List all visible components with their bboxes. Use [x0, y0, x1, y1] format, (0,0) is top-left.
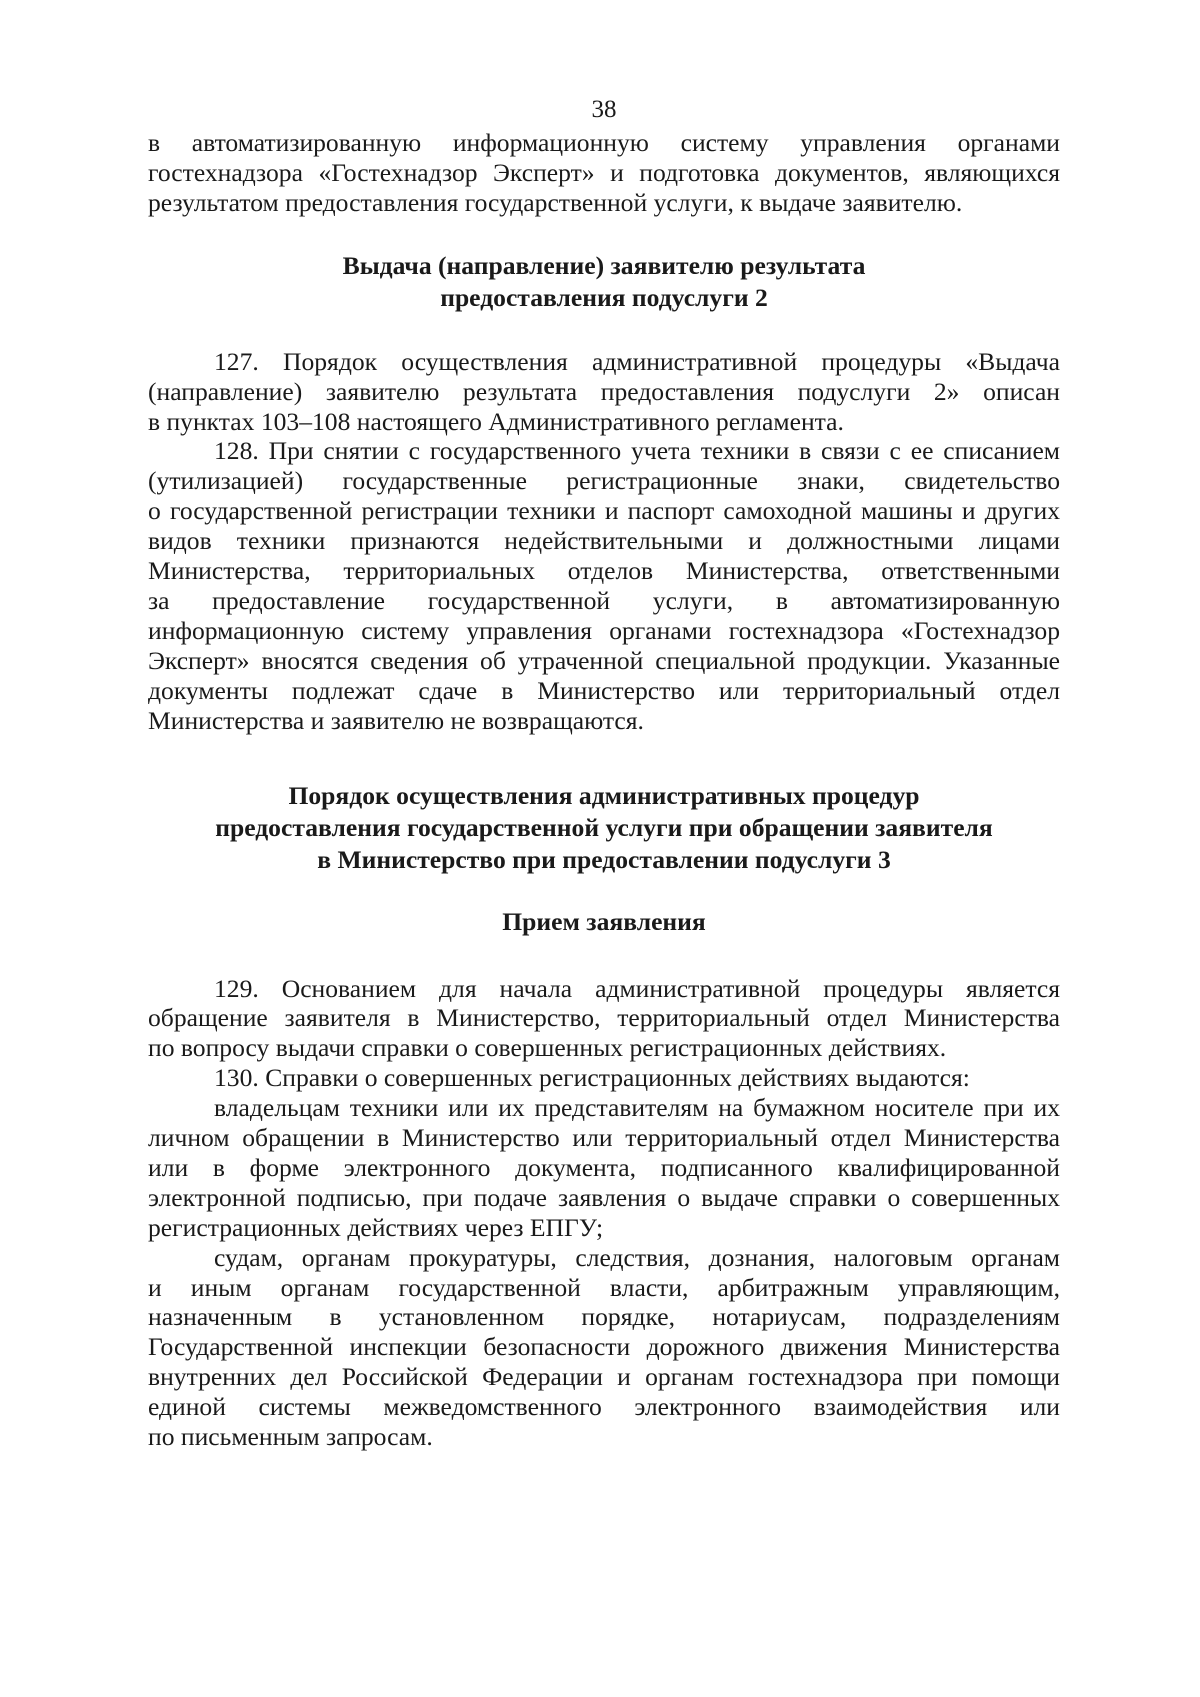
- paragraph-line: по письменным запросам.: [148, 1422, 433, 1452]
- section-heading-procedures: [148, 780, 1060, 876]
- paragraph-line: обращение заявителя в Министерство, территориальный отдел Министерства: [148, 1003, 1060, 1033]
- paragraph-line: владельцам техники или их представителям на бумажном носителе при их: [214, 1093, 1060, 1123]
- document-page: [148, 96, 1060, 1452]
- paragraph-line: судам, органам прокуратуры, следствия, дознания, налоговым органам: [214, 1242, 1060, 1272]
- paragraph-line: Министерства, территориальных отделов Министерства, ответственными: [148, 556, 1060, 586]
- paragraph-line: регистрационных действиях через ЕПГУ;: [148, 1212, 604, 1242]
- paragraph-line: информационную систему управления органами гостехнадзора «Гостехнадзор: [148, 615, 1060, 645]
- paragraph-line: или в форме электронного документа, подписанного квалифицированной: [148, 1152, 1060, 1182]
- page-number: 38: [591, 96, 617, 123]
- paragraph-line: в пунктах 103–108 настоящего Административного регламента.: [148, 406, 844, 436]
- heading-line: Выдача (направление) заявителю результата: [342, 250, 866, 280]
- paragraph-line: 127. Порядок осуществления административной процедуры «Выдача: [214, 346, 1060, 376]
- paragraph-line: за предоставление государственной услуги, в автоматизированную: [148, 585, 1060, 615]
- intro-paragraph: [148, 128, 1060, 218]
- paragraph-130-authorities: [148, 1243, 1060, 1452]
- paragraph-line: электронной подписью, при подаче заявления о выдаче справки о совершенных: [148, 1182, 1060, 1212]
- paragraph-129: [148, 974, 1060, 1064]
- paragraph-128: [148, 436, 1060, 735]
- paragraph-line: 130. Справки о совершенных регистрационных действиях выдаются:: [214, 1063, 970, 1093]
- paragraph-line: Эксперт» вносятся сведения об утраченной специальной продукции. Указанные: [148, 645, 1060, 675]
- paragraph-line: внутренних дел Российской Федерации и органам гостехнадзора при помощи: [148, 1362, 1060, 1392]
- paragraph-130: [148, 1063, 1060, 1093]
- paragraph-line: по вопросу выдачи справки о совершенных регистрационных действиях.: [148, 1033, 947, 1063]
- intro-line: результатом предоставления государственной услуги, к выдаче заявителю.: [148, 187, 963, 217]
- paragraph-127: [148, 347, 1060, 437]
- intro-line: гостехнадзора «Гостехнадзор Эксперт» и подготовка документов, являющихся: [148, 157, 1060, 187]
- paragraph-line: Министерства и заявителю не возвращаются.: [148, 705, 644, 735]
- paragraph-line: единой системы межведомственного электронного взаимодействия или: [148, 1392, 1060, 1422]
- paragraph-line: (направление) заявителю результата предоставления подуслуги 2» описан: [148, 376, 1060, 406]
- paragraph-130-owners: [148, 1093, 1060, 1243]
- paragraph-line: Государственной инспекции безопасности дорожного движения Министерства: [148, 1332, 1060, 1362]
- paragraph-line: личном обращении в Министерство или территориальный отдел Министерства: [148, 1123, 1060, 1153]
- heading-line: Порядок осуществления административных процедур: [288, 780, 920, 810]
- paragraph-line: видов техники признаются недействительными и должностными лицами: [148, 526, 1060, 556]
- heading-line: в Министерство при предоставлении подуслуги 3: [317, 844, 891, 874]
- paragraph-line: документы подлежат сдаче в Министерство или территориальный отдел: [148, 675, 1060, 705]
- intro-line: в автоматизированную информационную систему управления органами: [148, 128, 1060, 157]
- heading-line: предоставления государственной услуги при обращении заявителя: [215, 812, 993, 842]
- heading-line: предоставления подуслуги 2: [440, 282, 768, 312]
- paragraph-line: и иным органам государственной власти, арбитражным управляющим,: [148, 1272, 1060, 1302]
- heading-line: Прием заявления: [502, 906, 706, 936]
- paragraph-line: 128. При снятии с государственного учета техники в связи с ее списанием: [214, 436, 1060, 466]
- paragraph-line: (утилизацией) государственные регистрационные знаки, свидетельство: [148, 466, 1060, 496]
- section-heading-issuance: [148, 250, 1060, 314]
- paragraph-line: о государственной регистрации техники и паспорт самоходной машины и других: [148, 496, 1060, 526]
- paragraph-line: назначенным в установленном порядке, нотариусам, подразделениям: [148, 1302, 1060, 1332]
- paragraph-line: 129. Основанием для начала административной процедуры является: [214, 973, 1060, 1003]
- subsection-heading-application: [148, 906, 1060, 938]
